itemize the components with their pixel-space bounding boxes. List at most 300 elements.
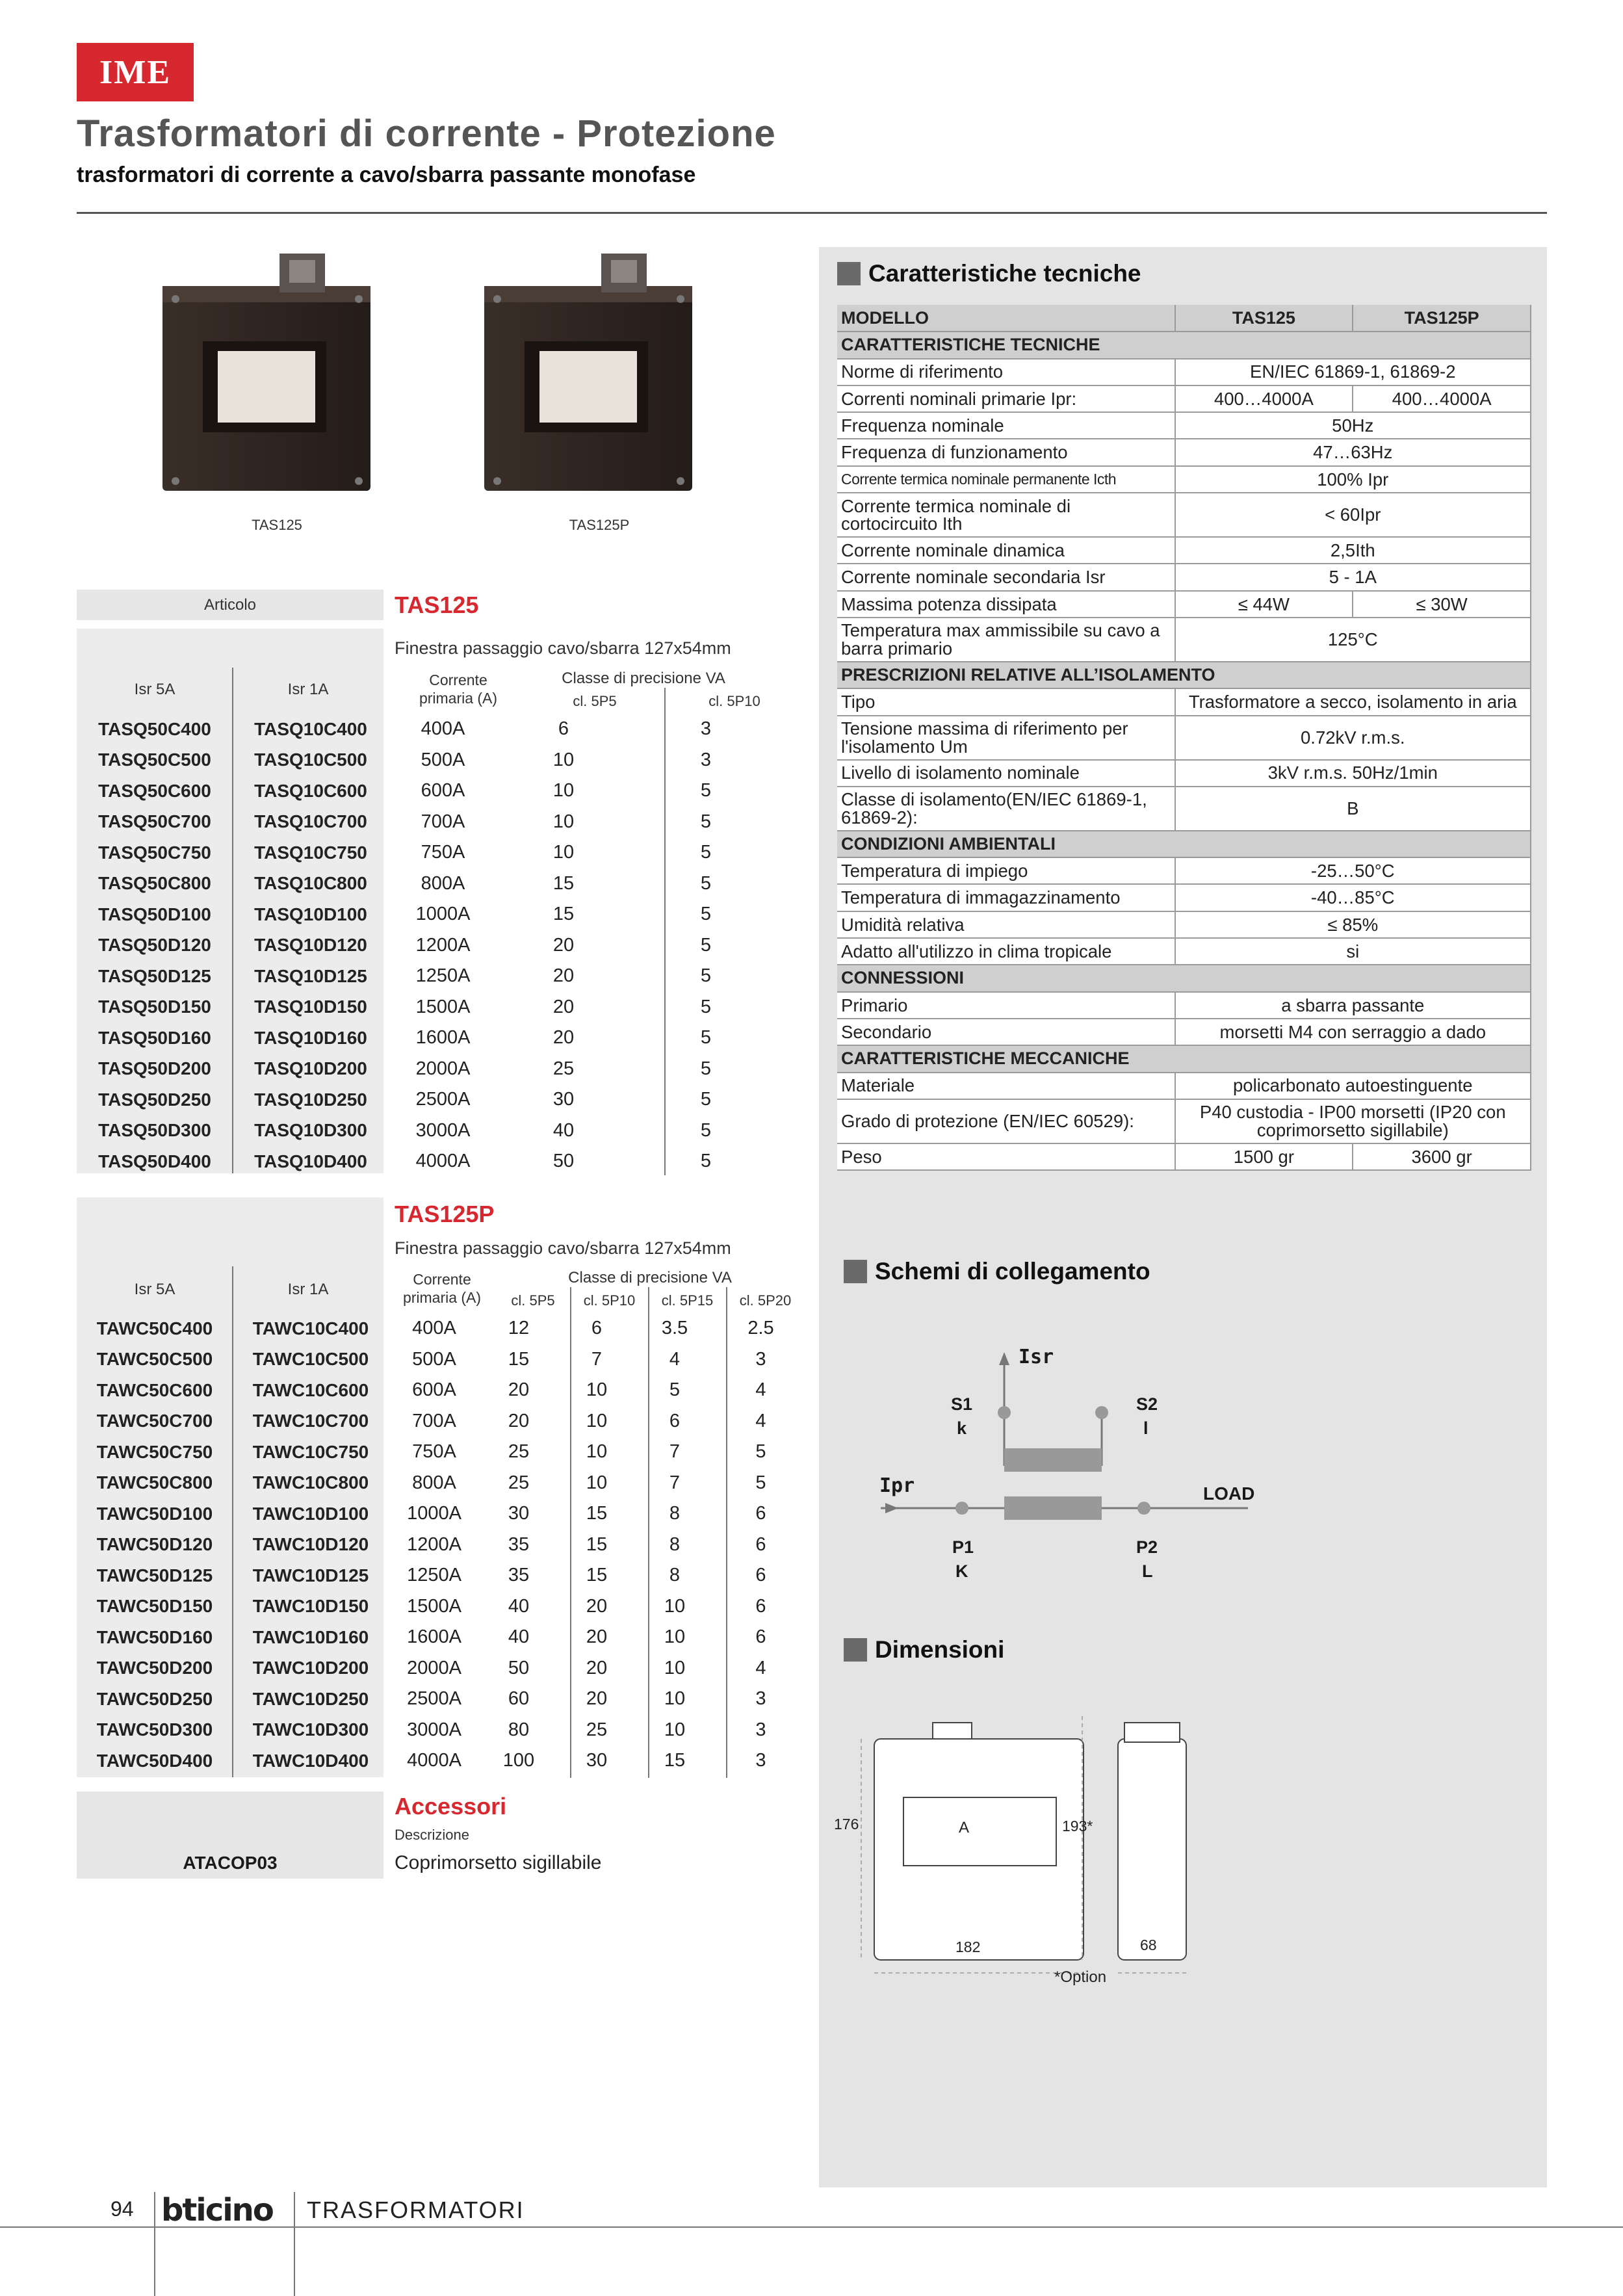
tech-section-label: CARATTERISTICHE MECCANICHE <box>837 1045 1531 1072</box>
article-code: TAWC50C500 <box>96 1349 213 1370</box>
article-code: TAWC50D150 <box>96 1596 213 1617</box>
cell-value: 5 <box>700 1151 712 1172</box>
tas125p-col-isr1: Isr 1A <box>287 1281 329 1298</box>
tech-label: Tensione massima di riferimento per l'isolamento Um <box>837 716 1175 760</box>
article-code: TAWC10D400 <box>252 1750 369 1771</box>
article-code: TAWC50D400 <box>96 1750 213 1771</box>
tech-value: 5 - 1A <box>1175 564 1531 590</box>
tech-row <box>837 591 1531 618</box>
tech-section-row <box>837 1045 1531 1072</box>
tech-section-row <box>837 662 1531 688</box>
tech-label: Frequenza di funzionamento <box>837 439 1175 465</box>
cell-value: 10 <box>664 1688 686 1710</box>
cell-value: 3 <box>755 1750 766 1771</box>
cell-value: 15 <box>664 1750 686 1771</box>
wiring-ipr: Ipr <box>879 1474 915 1497</box>
tas125-row <box>77 899 782 930</box>
article-code: TASQ50D100 <box>98 904 211 924</box>
cell-value: 10 <box>552 749 575 770</box>
cell-value: 60 <box>508 1688 530 1710</box>
cell-value: 500A <box>412 1348 456 1370</box>
article-code: TAWC50D200 <box>96 1658 213 1678</box>
cell-value: 2.5 <box>747 1318 774 1339</box>
tech-value: 3kV r.m.s. 50Hz/1min <box>1175 760 1531 787</box>
accessories-title: Accessori <box>395 1793 507 1820</box>
tas125p-row <box>77 1375 808 1406</box>
section-square-icon <box>844 1260 867 1283</box>
wiring-title-text: Schemi di collegamento <box>875 1258 1150 1285</box>
dim-window-label: A <box>959 1819 970 1836</box>
cell-value: 800A <box>412 1472 456 1493</box>
tech-row <box>837 618 1531 662</box>
cell-value: 4 <box>755 1379 766 1401</box>
tas125p-col-isr5: Isr 5A <box>134 1281 175 1298</box>
article-header: Articolo <box>77 590 383 620</box>
cell-value: 20 <box>586 1688 608 1710</box>
tech-value-tas125: ≤ 44W <box>1175 591 1353 618</box>
article-code: TAWC50C800 <box>96 1472 213 1493</box>
tech-value: EN/IEC 61869-1, 61869-2 <box>1175 359 1531 385</box>
tech-row <box>837 938 1531 965</box>
tas125-class-5p10: cl. 5P10 <box>708 693 760 709</box>
header-rule <box>77 212 1547 214</box>
article-code: TAWC10D100 <box>252 1503 369 1524</box>
cell-value: 800A <box>421 872 465 894</box>
article-code: TAWC50D120 <box>96 1534 213 1555</box>
cell-value: 3000A <box>415 1119 471 1141</box>
accessory-description: Coprimorsetto sigillabile <box>395 1852 602 1873</box>
article-code: TASQ50D150 <box>98 997 211 1017</box>
cell-value: 20 <box>552 1027 575 1049</box>
cell-value: 5 <box>700 872 712 894</box>
cell-value: 5 <box>700 1058 712 1079</box>
dim-depth: 68 <box>1140 1937 1157 1953</box>
cell-value: 50 <box>552 1151 575 1172</box>
tech-value: -25…50°C <box>1175 857 1531 884</box>
tas125-col-current: Corrente primaria (A) <box>419 672 498 707</box>
cell-value: 1600A <box>415 1027 471 1049</box>
cell-value: 600A <box>421 780 465 802</box>
cell-value: 15 <box>552 904 575 925</box>
article-code: TAWC50D100 <box>96 1503 213 1524</box>
tech-label: Corrente termica nominale di cortocircuito Ith <box>837 493 1175 537</box>
footer-section: TRASFORMATORI <box>307 2197 525 2223</box>
section-square-icon <box>844 1638 867 1662</box>
article-code: TASQ50C500 <box>98 750 211 770</box>
cell-value: 25 <box>508 1472 530 1493</box>
tech-row <box>837 884 1531 911</box>
tas125p-row <box>77 1560 808 1591</box>
cell-value: 1000A <box>407 1503 461 1524</box>
cell-value: 20 <box>508 1410 530 1431</box>
tech-row <box>837 911 1531 938</box>
article-code: TASQ50C800 <box>98 873 211 894</box>
cell-value: 100 <box>502 1750 535 1771</box>
cell-value: 10 <box>586 1472 608 1493</box>
tech-section-row <box>837 831 1531 857</box>
cell-value: 20 <box>552 996 575 1017</box>
cell-value: 3 <box>700 749 712 770</box>
tech-head-cell: TAS125 <box>1175 305 1353 332</box>
cell-value: 30 <box>552 1089 575 1110</box>
tech-head-cell: MODELLO <box>837 305 1175 332</box>
tech-row <box>837 760 1531 787</box>
article-code: TASQ50D120 <box>98 935 211 956</box>
cell-value: 20 <box>586 1626 608 1648</box>
tas125-row <box>77 745 782 776</box>
tech-label: Materiale <box>837 1073 1175 1099</box>
article-code: TASQ10D120 <box>254 935 367 956</box>
tas125-col-isr5: Isr 5A <box>134 681 175 698</box>
cell-value: 2000A <box>415 1058 471 1079</box>
cell-value: 5 <box>669 1379 681 1401</box>
article-code: TAWC50C400 <box>96 1318 213 1338</box>
cell-value: 10 <box>586 1441 608 1463</box>
cell-value: 4000A <box>415 1151 471 1172</box>
article-code: TAWC10D150 <box>252 1596 369 1617</box>
page-title: Trasformatori di corrente - Protezione <box>77 112 776 155</box>
tech-value: a sbarra passante <box>1175 992 1531 1019</box>
article-code: TAWC10C800 <box>252 1472 369 1493</box>
tech-label: Temperatura di impiego <box>837 857 1175 884</box>
cell-value: 7 <box>591 1348 603 1370</box>
cell-value: 600A <box>412 1379 456 1401</box>
tech-row <box>837 688 1531 715</box>
tech-section-label: CARATTERISTICHE TECNICHE <box>837 332 1531 358</box>
tas125p-row <box>77 1406 808 1437</box>
cell-value: 8 <box>669 1565 681 1586</box>
cell-value: 12 <box>508 1318 530 1339</box>
tas125p-row <box>77 1313 808 1344</box>
cell-value: 10 <box>552 811 575 832</box>
tech-value: morsetti M4 con serraggio a dado <box>1175 1019 1531 1045</box>
tech-row <box>837 857 1531 884</box>
cell-value: 1200A <box>407 1533 461 1555</box>
article-code: TASQ10C800 <box>254 873 367 894</box>
tech-row <box>837 359 1531 385</box>
article-code: TAWC50D250 <box>96 1688 213 1709</box>
tas125-row <box>77 930 782 961</box>
tech-label: Corrente termica nominale permanente Icth <box>837 466 1175 493</box>
cell-value: 40 <box>508 1595 530 1617</box>
tas125p-row <box>77 1745 808 1777</box>
dimensions-title <box>844 1636 1004 1663</box>
tech-label: Umidità relativa <box>837 911 1175 938</box>
tas125p-class-5p20: cl. 5P20 <box>739 1292 792 1309</box>
cell-value: 5 <box>700 842 712 863</box>
article-code: TAWC10C750 <box>252 1441 369 1462</box>
tas125p-row <box>77 1437 808 1468</box>
tas125p-class-5p10: cl. 5P10 <box>583 1292 636 1309</box>
tech-row <box>837 537 1531 564</box>
tech-value: 100% Ipr <box>1175 466 1531 493</box>
brand-logo: IME <box>77 43 194 101</box>
article-code: TASQ10C600 <box>254 780 367 801</box>
cell-value: 6 <box>755 1595 766 1617</box>
tech-value: 125°C <box>1175 618 1531 662</box>
cell-value: 6 <box>558 718 569 740</box>
dimensions-title-text: Dimensioni <box>875 1636 1005 1663</box>
article-code: TAWC10C600 <box>252 1379 369 1400</box>
article-code: TASQ50D125 <box>98 965 211 986</box>
dim-option-note: *Option <box>1054 1968 1107 1986</box>
cell-value: 3000A <box>407 1719 461 1740</box>
cell-value: 5 <box>700 780 712 802</box>
tech-value-tas125p: 3600 gr <box>1353 1143 1531 1170</box>
wiring-load: LOAD <box>1203 1483 1255 1504</box>
cell-value: 1250A <box>407 1565 461 1586</box>
dimensions-drawing <box>845 1703 1222 1976</box>
tech-value: < 60Ipr <box>1175 493 1531 537</box>
article-code: TASQ10C750 <box>254 842 367 863</box>
tech-value: policarbonato autoestinguente <box>1175 1073 1531 1099</box>
article-code: TAWC50C750 <box>96 1441 213 1462</box>
cell-value: 8 <box>669 1533 681 1555</box>
tech-row <box>837 466 1531 493</box>
cell-value: 4 <box>669 1348 681 1370</box>
tas125-table <box>77 714 782 1177</box>
article-code: TAWC10D125 <box>252 1565 369 1585</box>
page-number: 94 <box>110 2197 134 2221</box>
cell-value: 10 <box>664 1626 686 1648</box>
tech-label: Classe di isolamento(EN/IEC 61869-1, 61869-2): <box>837 787 1175 831</box>
cell-value: 10 <box>552 842 575 863</box>
cell-value: 3 <box>755 1719 766 1740</box>
cell-value: 15 <box>508 1348 530 1370</box>
tech-value-tas125: 1500 gr <box>1175 1143 1353 1170</box>
article-code: TAWC50D125 <box>96 1565 213 1585</box>
tech-value-tas125: 400…4000A <box>1175 385 1353 412</box>
tech-label: Peso <box>837 1143 1175 1170</box>
cell-value: 3.5 <box>661 1318 688 1339</box>
tas125p-row <box>77 1498 808 1530</box>
tech-section-row <box>837 332 1531 358</box>
tas125p-row <box>77 1684 808 1715</box>
tas125-class-5p5: cl. 5P5 <box>573 693 617 709</box>
tas125-row <box>77 1054 782 1085</box>
tech-value: -40…85°C <box>1175 884 1531 911</box>
article-code: TAWC10D200 <box>252 1658 369 1678</box>
cell-value: 1200A <box>415 934 471 956</box>
tas125p-row <box>77 1622 808 1653</box>
article-code: TASQ50D300 <box>98 1120 211 1141</box>
article-code: TAWC10D120 <box>252 1534 369 1555</box>
dim-height-option: 193* <box>1062 1818 1093 1834</box>
tech-label: Correnti nominali primarie Ipr: <box>837 385 1175 412</box>
article-code: TASQ10D160 <box>254 1027 367 1048</box>
tech-section-label: CONDIZIONI AMBIENTALI <box>837 831 1531 857</box>
cell-value: 15 <box>586 1565 608 1586</box>
cell-value: 25 <box>586 1719 608 1740</box>
wiring-isr: Isr <box>1019 1346 1054 1368</box>
tech-label: Temperatura max ammissibile su cavo a barra primario <box>837 618 1175 662</box>
product-photo-tas125 <box>156 247 377 507</box>
cell-value: 20 <box>552 965 575 987</box>
cell-value: 2500A <box>415 1089 471 1110</box>
tech-row <box>837 385 1531 412</box>
tas125p-row <box>77 1715 808 1746</box>
cell-value: 750A <box>421 842 465 863</box>
cell-value: 10 <box>664 1595 686 1617</box>
photo-label-tas125p: TAS125P <box>569 517 630 533</box>
cell-value: 6 <box>755 1503 766 1524</box>
cell-value: 8 <box>669 1503 681 1524</box>
tas125-row <box>77 992 782 1023</box>
tech-section-label: CONNESSIONI <box>837 965 1531 991</box>
photo-label-tas125: TAS125 <box>252 517 302 533</box>
tech-label: Livello di isolamento nominale <box>837 760 1175 787</box>
tech-label: Temperatura di immagazzinamento <box>837 884 1175 911</box>
cell-value: 5 <box>755 1472 766 1493</box>
tas125p-col-current: Corrente primaria (A) <box>402 1271 482 1306</box>
tech-head-cell: TAS125P <box>1353 305 1531 332</box>
tas125-row <box>77 1023 782 1054</box>
tech-section-label: PRESCRIZIONI RELATIVE ALL’ISOLAMENTO <box>837 662 1531 688</box>
tech-label: Secondario <box>837 1019 1175 1045</box>
cell-value: 4000A <box>407 1750 461 1771</box>
article-code: TAWC50C700 <box>96 1411 213 1431</box>
tas125-col-class: Classe di precisione VA <box>562 670 725 687</box>
wiring-k-big: K <box>955 1561 968 1581</box>
article-code: TASQ10C500 <box>254 750 367 770</box>
cell-value: 35 <box>508 1565 530 1586</box>
tech-row <box>837 564 1531 590</box>
tas125p-row <box>77 1344 808 1376</box>
tech-value: B <box>1175 787 1531 831</box>
wiring-s2: S2 <box>1136 1394 1158 1414</box>
article-code: TAWC10C400 <box>252 1318 369 1338</box>
tech-label: Primario <box>837 992 1175 1019</box>
tech-head-row <box>837 305 1531 332</box>
tech-row <box>837 412 1531 439</box>
article-code: TASQ10D400 <box>254 1151 367 1171</box>
cell-value: 6 <box>591 1318 603 1339</box>
product-photo-tas125p <box>478 247 699 507</box>
footer-divider-1 <box>154 2192 155 2296</box>
tech-label: Tipo <box>837 688 1175 715</box>
cell-value: 5 <box>700 965 712 987</box>
cell-value: 1250A <box>415 965 471 987</box>
tas125-row <box>77 961 782 992</box>
cell-value: 4 <box>755 1657 766 1678</box>
cell-value: 1500A <box>407 1595 461 1617</box>
tas125-title: TAS125 <box>395 592 479 618</box>
article-code: TASQ10D250 <box>254 1089 367 1110</box>
tas125p-row <box>77 1468 808 1499</box>
article-code: TAWC10C500 <box>252 1349 369 1370</box>
article-code: TASQ10D200 <box>254 1058 367 1079</box>
tas125p-class-5p15: cl. 5P15 <box>661 1292 714 1309</box>
cell-value: 6 <box>755 1533 766 1555</box>
cell-value: 2500A <box>407 1688 461 1710</box>
tech-value: si <box>1175 938 1531 965</box>
tas125p-row <box>77 1530 808 1561</box>
article-code: TASQ50D400 <box>98 1151 211 1171</box>
dim-height: 176 <box>834 1816 859 1833</box>
article-code: TAWC10C700 <box>252 1411 369 1431</box>
article-code: TASQ10D125 <box>254 965 367 986</box>
page-subtitle: trasformatori di corrente a cavo/sbarra passante monofase <box>77 163 696 187</box>
cell-value: 5 <box>755 1441 766 1463</box>
cell-value: 30 <box>508 1503 530 1524</box>
tas125p-row <box>77 1591 808 1623</box>
article-code: TASQ10C400 <box>254 718 367 739</box>
tas125p-table <box>77 1313 808 1777</box>
tas125p-row <box>77 1653 808 1684</box>
cell-value: 4 <box>755 1410 766 1431</box>
article-code: TAWC50D300 <box>96 1719 213 1740</box>
tech-row <box>837 1143 1531 1170</box>
tas125-row <box>77 1146 782 1177</box>
tech-label: Norme di riferimento <box>837 359 1175 385</box>
tech-value: 47…63Hz <box>1175 439 1531 465</box>
tas125-col-isr1: Isr 1A <box>287 681 329 698</box>
cell-value: 25 <box>508 1441 530 1463</box>
tas125p-window-note: Finestra passaggio cavo/sbarra 127x54mm <box>395 1238 731 1258</box>
tas125p-class-5p5: cl. 5P5 <box>511 1292 555 1309</box>
cell-value: 40 <box>508 1626 530 1648</box>
tech-value: ≤ 85% <box>1175 911 1531 938</box>
cell-value: 10 <box>664 1657 686 1678</box>
tech-row <box>837 1019 1531 1045</box>
cell-value: 10 <box>586 1410 608 1431</box>
cell-value: 10 <box>586 1379 608 1401</box>
wiring-l-big: L <box>1142 1561 1153 1581</box>
tas125-row <box>77 868 782 900</box>
cell-value: 7 <box>669 1441 681 1463</box>
cell-value: 1600A <box>407 1626 461 1648</box>
cell-value: 20 <box>552 934 575 956</box>
article-code: TAWC50C600 <box>96 1379 213 1400</box>
article-code: TASQ10D300 <box>254 1120 367 1141</box>
footer-divider-2 <box>294 2192 295 2296</box>
tech-value: Trasformatore a secco, isolamento in aria <box>1175 688 1531 715</box>
cell-value: 80 <box>508 1719 530 1740</box>
accessories-desc-label: Descrizione <box>395 1827 469 1843</box>
tech-row <box>837 716 1531 760</box>
wiring-k-small: k <box>957 1418 967 1438</box>
cell-value: 35 <box>508 1533 530 1555</box>
tas125p-col-class: Classe di precisione VA <box>568 1269 732 1286</box>
cell-value: 700A <box>412 1410 456 1431</box>
tech-row <box>837 1099 1531 1143</box>
cell-value: 25 <box>552 1058 575 1079</box>
article-code: TASQ50C750 <box>98 842 211 863</box>
tech-label: Corrente nominale dinamica <box>837 537 1175 564</box>
tech-label: Adatto all'utilizzo in clima tropicale <box>837 938 1175 965</box>
footer-brand-logo: bticino <box>161 2192 273 2228</box>
cell-value: 6 <box>755 1565 766 1586</box>
cell-value: 5 <box>700 904 712 925</box>
cell-value: 40 <box>552 1119 575 1141</box>
cell-value: 500A <box>421 749 465 770</box>
cell-value: 10 <box>552 780 575 802</box>
cell-value: 6 <box>755 1626 766 1648</box>
article-code: TASQ10D100 <box>254 904 367 924</box>
cell-value: 5 <box>700 996 712 1017</box>
cell-value: 3 <box>755 1348 766 1370</box>
tech-value-tas125p: ≤ 30W <box>1353 591 1531 618</box>
tech-row <box>837 1073 1531 1099</box>
tas125-row <box>77 1115 782 1147</box>
cell-value: 5 <box>700 934 712 956</box>
article-code: TASQ50C700 <box>98 811 211 832</box>
tech-row <box>837 992 1531 1019</box>
tech-section-row <box>837 965 1531 991</box>
cell-value: 20 <box>586 1595 608 1617</box>
cell-value: 20 <box>508 1379 530 1401</box>
tech-label: Corrente nominale secondaria Isr <box>837 564 1175 590</box>
